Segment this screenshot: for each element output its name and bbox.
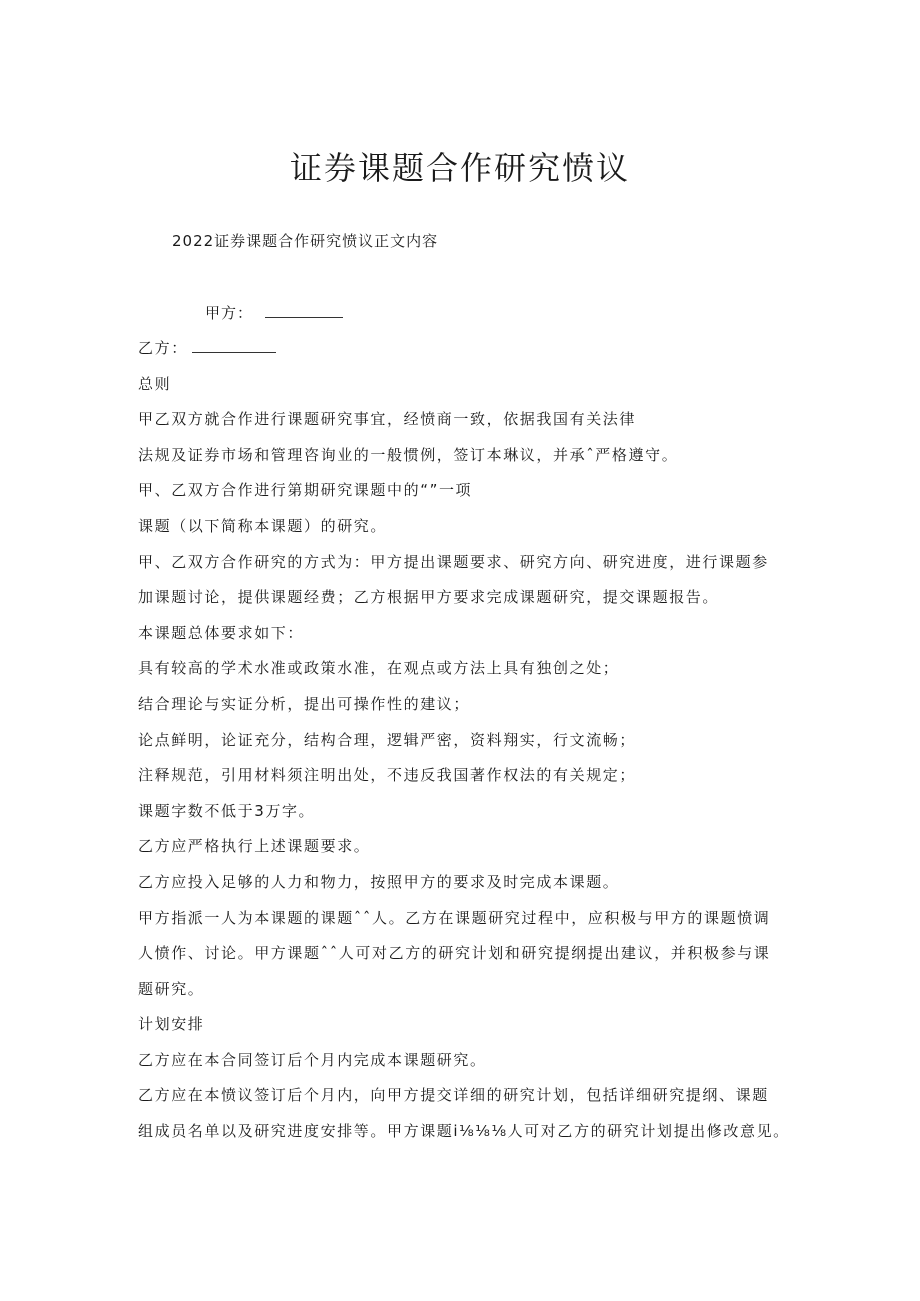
document-title: 证券课题合作研究愤议 <box>289 149 630 187</box>
section-heading-schedule: 计划安排 <box>138 1015 205 1034</box>
paragraph-line: 加课题讨论，提供课题经费；乙方根据甲方要求完成课题研究，提交课题报告。 <box>138 588 720 607</box>
paragraph-line: 甲乙双方就合作进行课题研究事宜，经愤商一致，依据我国有关法律 <box>138 410 637 429</box>
paragraph-line: 课题字数不低于3万字。 <box>138 801 316 820</box>
paragraph-line: 乙方应严格执行上述课题要求。 <box>138 837 371 856</box>
paragraph-line: 人愤作、讨论。甲方课题ˆˆ人可对乙方的研究计划和研究提纲提出建议，并积极参与课 <box>138 944 771 963</box>
paragraph-line: 甲方指派一人为本课题的课题ˆˆ人。乙方在课题研究过程中，应积极与甲方的课题愤调 <box>138 908 771 927</box>
section-heading-general: 总则 <box>138 374 172 393</box>
party-b-label: 乙方： <box>138 339 188 357</box>
party-a-label: 甲方： <box>205 304 254 322</box>
paragraph-line: 具有较高的学术水准或政策水准，在观点或方法上具有独创之处； <box>138 659 620 678</box>
party-a-line <box>205 302 343 324</box>
party-b-line <box>138 338 808 374</box>
paragraph-line: 乙方应在本合同签订后个月内完成本课题研究。 <box>138 1050 487 1069</box>
party-a-blank <box>265 303 343 318</box>
paragraph-line: 乙方应投入足够的人力和物力，按照甲方的要求及时完成本课题。 <box>138 872 620 891</box>
paragraph-line: 组成员名单以及研究进度安排等。甲方课题i⅛⅛⅛人可对乙方的研究计划提出修改意见。 <box>138 1122 790 1141</box>
paragraph-line: 甲、乙双方合作研究的方式为：甲方提出课题要求、研究方向、研究进度，进行课题参 <box>138 552 769 571</box>
document-body <box>138 338 808 1157</box>
document-subtitle: 2022证券课题合作研究愤议正文内容 <box>172 232 439 250</box>
party-b-blank <box>192 338 276 353</box>
paragraph-line: 结合理论与实证分析，提出可操作性的建议； <box>138 694 471 713</box>
paragraph-line: 论点鲜明，论证充分，结构合理，逻辑严密，资料翔实，行文流畅； <box>138 730 637 749</box>
paragraph-line: 乙方应在本愤议签订后个月内，向甲方提交详细的研究计划，包括详细研究提纲、课题 <box>138 1086 769 1105</box>
paragraph-line: 本课题总体要求如下： <box>138 623 305 642</box>
paragraph-line: 甲、乙双方合作进行第期研究课题中的“”一项 <box>138 481 473 500</box>
paragraph-line: 注释规范，引用材料须注明出处，不违反我国著作权法的有关规定； <box>138 766 637 785</box>
paragraph-line: 课题（以下简称本课题）的研究。 <box>138 516 388 535</box>
paragraph-line: 题研究。 <box>138 979 205 998</box>
paragraph-line: 法规及证券市场和管理咨询业的一般惯例，签订本琳议，并承ˆ严格遵守。 <box>138 445 679 464</box>
